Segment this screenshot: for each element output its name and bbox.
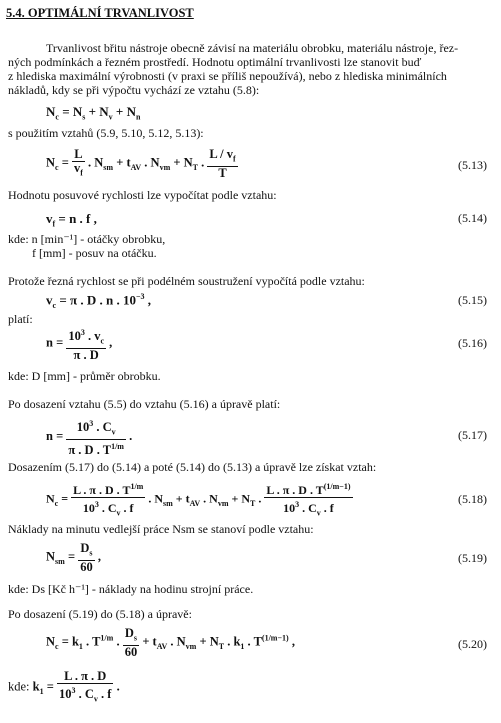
equation-5-18: $N_c$ = $\frac{L . \pi . D . T^{1/m}}{10^3 . C_v . f}$ . $N_{sm} + t_{AV}$ . $N_{vm} + N_T$ . $\frac{L . \pi . D . T^{(1/m-1)}}{10^3 . C_v . f}$ [46, 482, 351, 518]
equation-5-13: $N_c$ = $\frac{L}{v_f}$ . $N_{sm} + t_{AV}$ . $N_{vm} + N_T$ . $\frac{L / v_f}{T}$ [46, 147, 236, 180]
where-d-diameter: kde: D [mm] - průměr obrobku. [8, 369, 161, 383]
eq-number-5-17: (5.17) [458, 428, 487, 442]
where-f-feed: f [mm] - posuv na otáčku. [32, 246, 157, 260]
equation-5-19: $N_{sm}$ = $\frac{D_s}{60}$ , [46, 541, 101, 574]
eq-number-5-20: (5.20) [458, 637, 487, 651]
eq-number-5-16: (5.16) [458, 336, 487, 350]
equation-5-20: $N_c = k_1$ . $T^{1/m}$ . $\frac{D_s}{60}$ + $t_{AV}$ . $N_{vm} + N_T$ . $k_1$ . $T^{(1/m-1)}$ , [46, 626, 295, 659]
eq-number-5-19: (5.19) [458, 551, 487, 565]
text-feed-rate: Hodnotu posuvové rychlosti lze vypočítat podle vztahu: [8, 188, 277, 202]
equation-5-16: n = $\frac{10^3 . v_c}{\pi . D}$ , [46, 328, 113, 362]
section-title: 5.4. OPTIMÁLNÍ TRVANLIVOST [6, 6, 194, 20]
text-substitution-5-17: Po dosazení vztahu (5.5) do vztahu (5.16) a úpravě platí: [8, 397, 281, 411]
intro-line-4: nákladů, kdy se při výpočtu vychází ze vztahu (5.8): [8, 83, 260, 97]
intro-line-3: z hlediska maximální výrobnosti (v praxi se příliš nepoužívá), nebo z hlediska minimálních [8, 69, 447, 83]
eq-number-5-13: (5.13) [458, 158, 487, 172]
equation-nc-sum: $N_c = N_s + N_v + N_n$ [46, 104, 141, 122]
eq-number-5-18: (5.18) [458, 492, 487, 506]
equation-k1: kde: $k_1$ = $\frac{L . \pi . D}{10^3 . C_v . f}$ . [8, 669, 120, 704]
text-cutting-speed: Protože řezná rychlost se při podélném soustružení vypočítá podle vztahu: [8, 274, 365, 288]
text-nsm-cost: Náklady na minutu vedlejší práce Nsm se stanoví podle vztahu: [8, 522, 314, 536]
equation-5-15: $v_c = \pi$ . D . n . $10^{-3}$ , [46, 292, 152, 310]
where-n-speed: kde: n [min⁻¹] - otáčky obrobku, [8, 232, 166, 246]
text-substitution-5-20: Po dosazení (5.19) do (5.18) a úpravě: [8, 607, 192, 621]
text-using-relations: s použitím vztahů (5.9, 5.10, 5.12, 5.13): [8, 126, 204, 140]
intro-line-1: Trvanlivost břitu nástroje obecně závisí na materiálu obrobku, materiálu nástroje, řez- [46, 41, 459, 55]
eq-number-5-14: (5.14) [458, 211, 487, 225]
intro-line-2: ných podmínkách a řezném prostředí. Hodnotu optimální trvanlivosti lze stanovit buď [8, 55, 422, 69]
text-substitution-5-18: Dosazením (5.17) do (5.14) a poté (5.14) do (5.13) a úpravě lze získat vztah: [8, 460, 377, 474]
equation-5-17: n = $\frac{10^3 . C_v}{\pi . D . T^{1/m}}$ . [46, 419, 133, 457]
text-plati: platí: [8, 312, 33, 326]
equation-5-14: $v_f = n$ . f , [46, 211, 97, 229]
where-ds-cost: kde: Ds [Kč h⁻¹] - náklady na hodinu strojní práce. [8, 582, 254, 596]
eq-number-5-15: (5.15) [458, 293, 487, 307]
